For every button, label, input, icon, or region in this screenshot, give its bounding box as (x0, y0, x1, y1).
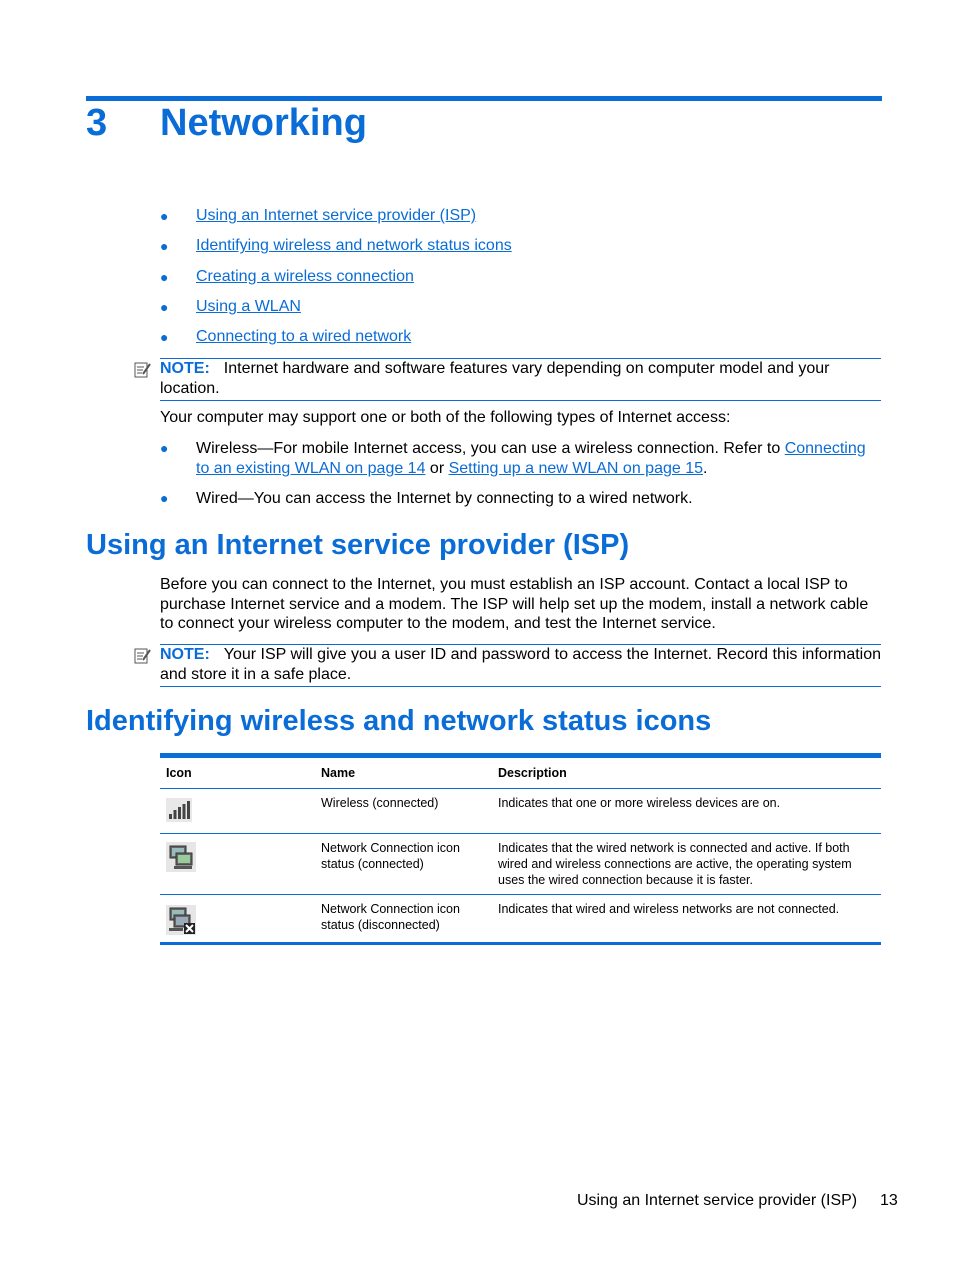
note-text: Internet hardware and software features vary depending on computer model and your location. (160, 360, 830, 397)
intro-paragraph: Your computer may support one or both of the following types of Internet access: (160, 409, 731, 426)
footer-section-title: Using an Internet service provider (ISP) (577, 1192, 858, 1209)
toc-link-wired-network[interactable]: Connecting to a wired network (196, 328, 412, 346)
header-icon: Icon (166, 766, 192, 780)
header-name: Name (321, 766, 356, 780)
wireless-item-text (196, 439, 882, 478)
description-cell: Indicates that one or more wireless devices are on. (498, 796, 781, 810)
section-heading-status-icons: Identifying wireless and network status icons (86, 705, 712, 737)
table-row (160, 834, 881, 895)
footer-page-number: 13 (880, 1192, 898, 1209)
description-cell: Indicates that the wired network is connected and active. If both wired and wireless connections are active, the operating system uses the wired connection because it is faster. (498, 841, 852, 887)
toc-link-wlan[interactable]: Using a WLAN (196, 297, 301, 315)
toc-item (160, 297, 512, 327)
chapter-toc (160, 206, 512, 357)
list-item (160, 439, 882, 478)
access-type-list (160, 439, 882, 509)
note-label: NOTE: (160, 646, 210, 663)
table-header-row (160, 758, 881, 789)
link-new-wlan[interactable]: Setting up a new WLAN on page 15 (448, 459, 703, 477)
bullet-icon: ● (160, 298, 169, 315)
isp-paragraph: Before you can connect to the Internet, you must establish an ISP account. Contact a local ISP to purchase Internet service and a modem. The ISP will help set up the modem, install a network cable to connect your wireless computer to the modem, and test the Internet service. (160, 576, 869, 632)
bullet-icon: ● (160, 440, 169, 456)
header-description: Description (498, 766, 567, 780)
note-text: Your ISP will give you a user ID and password to access the Internet. Record this information and store it in a safe place. (160, 646, 882, 683)
note-box (160, 644, 881, 687)
bullet-icon: ● (160, 268, 169, 285)
note-label: NOTE: (160, 360, 210, 377)
wired-item-text: Wired—You can access the Internet by connecting to a wired network. (196, 490, 693, 507)
link-existing-wlan[interactable]: Connecting to an existing WLAN on page 14 (196, 440, 866, 477)
wireless-prefix: Wireless—For mobile Internet access, you can use a wireless connection. Refer to (196, 440, 785, 457)
note-box (160, 358, 881, 401)
wireless-end: . (703, 459, 708, 477)
network-disconnected-icon (166, 905, 196, 935)
toc-item (160, 236, 512, 266)
name-cell: Wireless (connected) (321, 796, 439, 810)
bullet-icon: ● (160, 208, 169, 224)
bullet-icon: ● (160, 490, 169, 506)
list-item (160, 489, 882, 509)
table-row (160, 789, 881, 834)
chapter-title: Networking (160, 102, 367, 144)
bullet-icon: ● (160, 238, 169, 255)
toc-link-isp[interactable]: Using an Internet service provider (ISP) (196, 207, 477, 224)
toc-item (160, 206, 512, 236)
description-cell: Indicates that wired and wireless networks are not connected. (498, 902, 840, 916)
table-row (160, 895, 881, 945)
name-cell: Network Connection icon status (disconnected) (321, 902, 460, 932)
toc-link-status-icons[interactable]: Identifying wireless and network status icons (196, 237, 512, 255)
wireless-bars-icon (166, 798, 192, 822)
wireless-or: or (425, 459, 449, 477)
bullet-icon: ● (160, 329, 169, 346)
note-pencil-icon (134, 361, 152, 379)
name-cell: Network Connection icon status (connected) (321, 841, 460, 871)
note-pencil-icon (134, 647, 152, 665)
network-connected-icon (166, 842, 196, 872)
toc-link-wireless-connection[interactable]: Creating a wireless connection (196, 267, 414, 285)
toc-item (160, 327, 512, 357)
status-icons-table (160, 753, 881, 945)
chapter-rule (86, 96, 882, 101)
section-heading-isp: Using an Internet service provider (ISP) (86, 529, 630, 561)
toc-item (160, 267, 512, 297)
chapter-number: 3 (86, 102, 108, 144)
icon-cell (160, 895, 315, 942)
icon-cell (160, 789, 315, 833)
icon-cell (160, 834, 315, 894)
